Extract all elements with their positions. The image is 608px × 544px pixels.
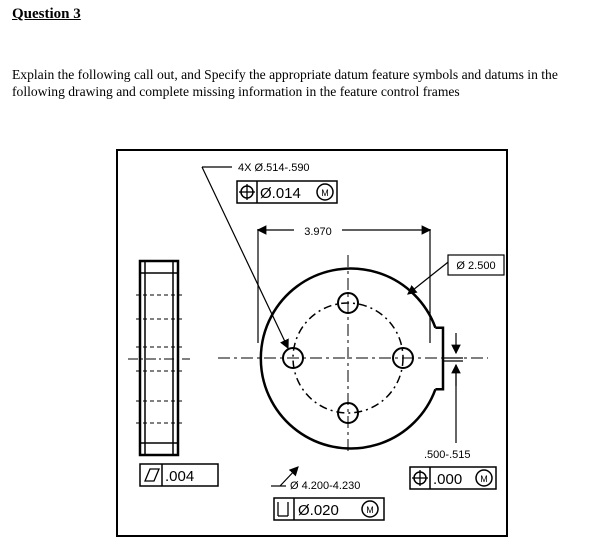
svg-text:.004: .004: [165, 468, 195, 485]
svg-text:.000: .000: [433, 471, 463, 488]
svg-text:Ø 2.500: Ø 2.500: [456, 260, 496, 272]
slot-position-fcf: [410, 467, 496, 489]
hole-position-fcf: [237, 181, 337, 203]
question-title: Question 3: [12, 6, 81, 22]
side-view: [128, 261, 190, 455]
flatness-fcf: [140, 464, 218, 486]
svg-text:M: M: [321, 188, 329, 198]
svg-text:Ø.014: Ø.014: [260, 185, 301, 202]
hole-callout: 4X Ø.514-.590: [238, 162, 310, 174]
bore-fcf: [274, 498, 384, 520]
outer-diameter-label: [448, 255, 504, 275]
svg-text:M: M: [480, 474, 488, 484]
engineering-drawing: [116, 149, 508, 537]
bore-diameter: Ø 4.200-4.230: [290, 480, 361, 492]
svg-text:Ø.020: Ø.020: [298, 502, 339, 519]
svg-text:M: M: [366, 505, 374, 515]
question-prompt: Explain the following call out, and Specify the appropriate datum feature symbols and datums in the following drawing and complete missing information in the feature control frames: [12, 67, 558, 99]
slot-width-dimension: .500-.515: [424, 449, 471, 461]
bolt-circle-dimension: 3.970: [304, 226, 332, 238]
